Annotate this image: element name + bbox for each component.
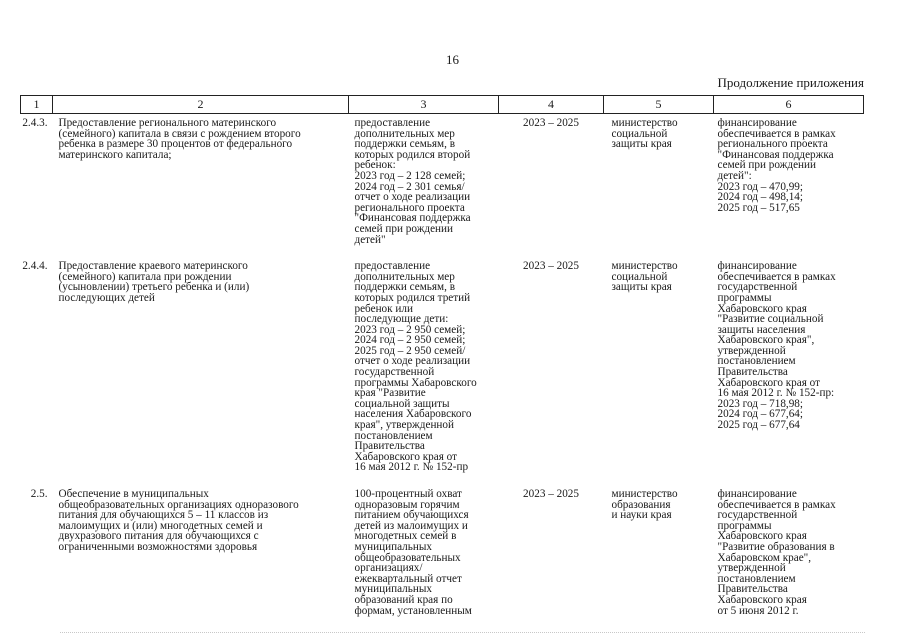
result-line: программы Хабаровского [354,376,477,389]
column-header-1: 1 [21,96,53,114]
executor-line: защиты края [611,138,672,151]
row-description [53,261,349,473]
description-line: материнского капитала; [58,148,172,161]
description-line: Обеспечение в муниципальных [58,488,209,500]
executor-line: министерство [611,488,678,500]
executor-line: министерство [611,117,678,129]
result-line: Хабаровского края от [354,450,458,463]
result-line: организациях/ [354,562,423,575]
row-period: 2023 – 2025 [523,488,579,500]
result-line: отчет о ходе реализации [354,355,471,368]
row-description [53,489,349,616]
funding-line: утвержденной [717,344,786,357]
result-line: 2023 год – 2 950 семей; [354,323,466,336]
appendix-table [20,95,864,616]
table-header-row [21,96,864,114]
row-result [349,261,499,473]
funding-line: "Развитие образования в [717,540,835,553]
result-line: общеобразовательных [354,551,461,564]
column-header-5: 5 [604,96,714,114]
row-spacer-cell [21,245,864,261]
description-line: общеобразовательных организациях одноразового [58,498,299,511]
result-line: 2025 год – 2 950 семей/ [354,344,466,357]
funding-line: финансирование [717,260,797,273]
result-line: дополнительных мер [354,270,455,283]
result-line: которых родился второй [354,148,471,161]
result-line: дополнительных мер [354,127,455,140]
funding-line: финансирование [717,117,797,129]
executor-line: министерство [611,260,678,273]
row-spacer [21,245,864,261]
funding-line: 2024 год – 498,14; [717,191,804,204]
row-funding [714,489,864,616]
funding-line: детей": [717,169,752,182]
result-line: края", утвержденной [354,419,455,432]
result-line: формам, установленным [354,604,472,617]
column-header-6: 6 [714,96,864,114]
result-line: предоставление [354,117,431,129]
description-line: Предоставление регионального материнского [58,117,277,129]
funding-line: 2025 год – 677,64 [717,419,800,432]
funding-line: 2023 год – 718,98; [717,397,804,410]
executor-line: образования [611,498,671,511]
funding-line: обеспечивается в рамках [717,498,836,511]
result-line: детей из малоимущих и [354,519,468,532]
funding-line: Хабаровского края [717,593,807,606]
funding-line: от 5 июня 2012 г. [717,604,799,617]
table-body [21,114,864,617]
executor-line: социальной [611,127,668,140]
row-number: 2.4.3. [22,117,48,129]
row-executor [604,489,714,616]
result-line: семей при рождении [354,222,454,235]
result-line: 2023 год – 2 128 семей; [354,169,466,182]
description-line: последующих детей [58,291,155,304]
result-line: 2024 год – 2 301 семья/ [354,180,465,193]
description-line: (усыновлении) третьего ребенка и (или) [58,281,250,294]
funding-line: Правительства [717,583,788,596]
table-row [21,489,864,616]
funding-line: семей при рождении [717,159,817,172]
row-funding [714,114,864,246]
funding-line: Хабаровского края от [717,376,821,389]
row-executor [604,261,714,473]
row-result [349,114,499,246]
result-line: 100-процентный охват [354,488,462,500]
funding-line: государственной [717,281,798,294]
result-line: предоставление [354,260,431,273]
row-executor [604,114,714,246]
page-number: 16 [446,52,459,67]
funding-line: 2024 год – 677,64; [717,408,804,421]
executor-line: и науки края [611,509,672,522]
result-line: ребенок или [354,302,413,315]
funding-line: государственной [717,509,798,522]
description-line: ограниченными возможностями здоровья [58,540,258,553]
result-line: отчет о ходе реализации [354,191,471,204]
column-header-2: 2 [53,96,349,114]
row-period: 2023 – 2025 [523,260,579,273]
funding-line: Хабаровского края [717,530,807,543]
result-line: постановлением [354,429,433,442]
scan-artifact-line [60,632,865,634]
funding-line: постановлением [717,355,796,368]
result-line: поддержки семьям, в [354,281,456,294]
description-line: Предоставление краевого материнского [58,260,248,273]
result-line: государственной [354,366,435,379]
funding-line: программы [717,519,772,532]
result-line: регионального проекта [354,201,465,214]
row-number: 2.4.4. [22,260,48,273]
description-line: (семейного) капитала при рождении [58,270,232,283]
result-line: которых родился третий [354,291,471,304]
result-line: питанием обучающихся [354,509,469,522]
description-line: (семейного) капитала в связи с рождением второго [58,127,301,140]
funding-line: постановлением [717,572,796,585]
funding-line: 16 мая 2012 г. № 152-пр: [717,387,835,400]
result-line: населения Хабаровского [354,408,472,421]
appendix-continuation-label: Продолжение приложения [717,75,864,90]
description-line: ребенка в размере 30 процентов от федерального [58,138,293,151]
row-result [349,489,499,616]
column-header-3: 3 [349,96,499,114]
result-line: муниципальных [354,540,432,553]
result-line: одноразовым горячим [354,498,460,511]
result-line: социальной защиты [354,397,450,410]
row-period: 2023 – 2025 [523,117,579,129]
row-spacer-cell [21,473,864,489]
funding-line: утвержденной [717,562,786,575]
funding-line: финансирование [717,488,797,500]
table-row [21,114,864,246]
funding-line: Хабаровском крае", [717,551,812,564]
result-line: края "Развитие [354,387,426,400]
result-line: образований края по [354,593,453,606]
funding-line: 2023 год – 470,99; [717,180,804,193]
result-line: муниципальных [354,583,432,596]
funding-line: 2025 год – 517,65 [717,201,800,214]
executor-line: социальной [611,270,668,283]
result-line: ежеквартальный отчет [354,572,462,585]
row-description [53,114,349,246]
funding-line: защиты населения [717,323,806,336]
result-line: последующие дети: [354,313,449,326]
funding-line: Правительства [717,366,788,379]
row-spacer [21,473,864,489]
result-line: "Финансовая поддержка [354,212,471,225]
funding-line: регионального проекта [717,138,828,151]
funding-line: обеспечивается в рамках [717,127,836,140]
result-line: детей" [354,233,386,246]
result-line: 16 мая 2012 г. № 152-пр [354,461,469,474]
column-header-4: 4 [499,96,604,114]
funding-line: обеспечивается в рамках [717,270,836,283]
description-line: двухразового питания для обучающихся с [58,530,259,543]
result-line: ребенок: [354,159,396,172]
funding-line: Хабаровского края", [717,334,815,347]
table-row [21,261,864,473]
executor-line: защиты края [611,281,672,294]
funding-line: "Финансовая поддержка [717,148,834,161]
row-number: 2.5. [30,488,48,500]
result-line: Правительства [354,440,425,453]
result-line: многодетных семей в [354,530,457,543]
result-line: 2024 год – 2 950 семей; [354,334,466,347]
funding-line: программы [717,291,772,304]
description-line: питания для обучающихся 5 – 11 классов из [58,509,269,522]
description-line: малоимущих и (или) многодетных семей и [58,519,263,532]
row-funding [714,261,864,473]
funding-line: "Развитие социальной [717,313,824,326]
funding-line: Хабаровского края [717,302,807,315]
result-line: поддержки семьям, в [354,138,456,151]
